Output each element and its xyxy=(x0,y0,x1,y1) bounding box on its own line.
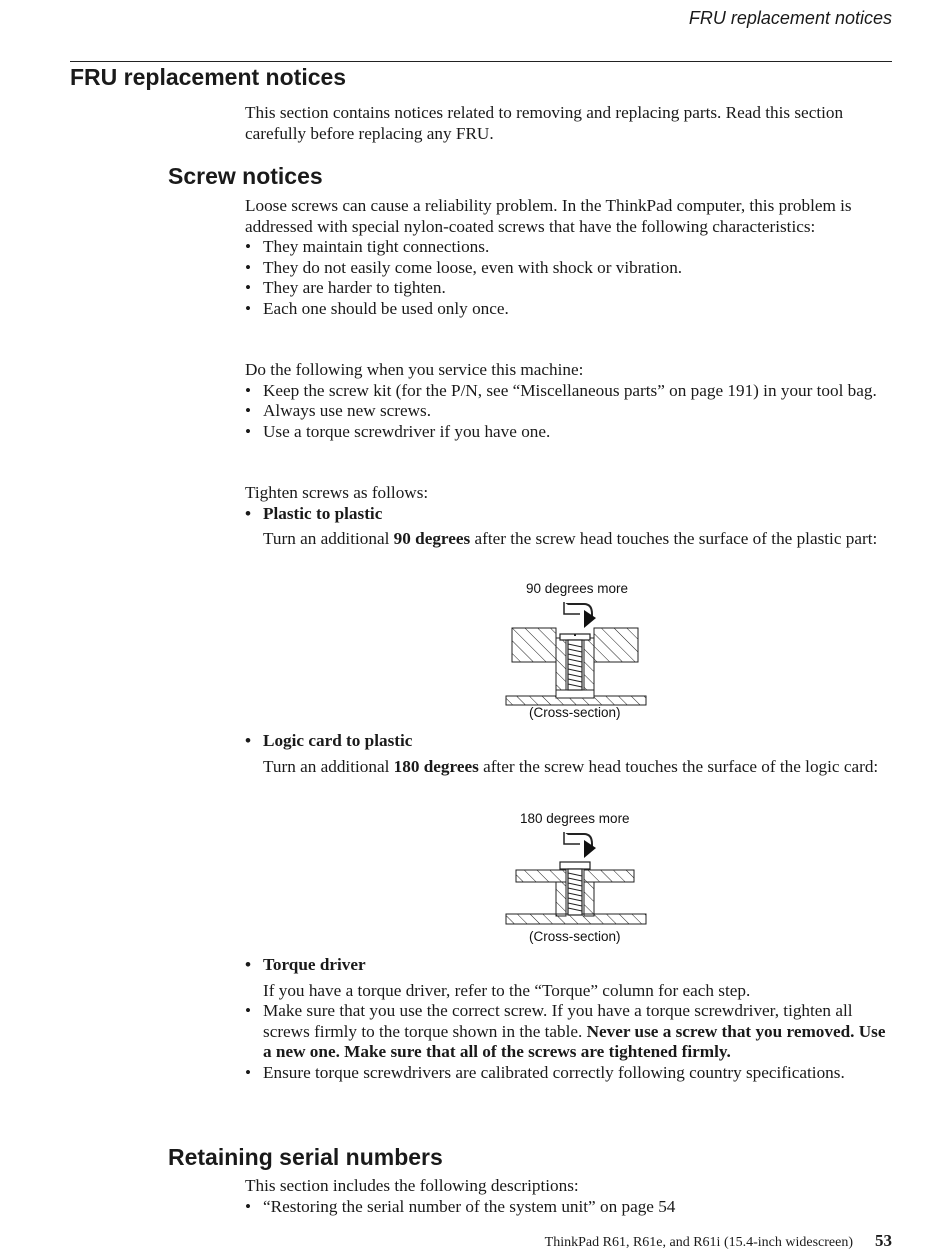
page-number: 53 xyxy=(875,1231,892,1250)
correct-screw-text: Make sure that you use the correct screw. If you have a torque screwdriver, tighten all screws firmly to the torque shown in the table. xyxy=(263,1001,853,1041)
logic-card-text-after: after the screw head touches the surface of the logic card: xyxy=(478,757,879,776)
list-item: • Each one should be used only once. xyxy=(245,299,895,320)
list-item: • Always use new screws. xyxy=(245,401,895,422)
torque-block xyxy=(245,955,895,976)
page-footer xyxy=(545,1231,892,1251)
figure-180-caption: 180 degrees more xyxy=(520,811,630,826)
screw-notices-intro: Loose screws can cause a reliability problem. In the ThinkPad computer, this problem is addressed with special nylon-coated screws that have the following characteristics: xyxy=(245,196,852,236)
list-item: • Ensure torque screwdrivers are calibrated correctly following country specifications. xyxy=(245,1063,895,1084)
running-header: FRU replacement notices xyxy=(688,8,892,28)
section-intro: This section contains notices related to removing and replacing parts. Read this section carefully before replacing any FRU. xyxy=(245,103,844,143)
list-item: • Keep the screw kit (for the P/N, see “Miscellaneous parts” on page 191) in your tool bag. xyxy=(245,381,895,402)
service-block xyxy=(245,360,895,442)
header-rule xyxy=(70,61,892,62)
logic-card-amount: 180 degrees xyxy=(393,757,479,776)
torque-text: If you have a torque driver, refer to the “Torque” column for each step. xyxy=(263,981,751,1000)
retaining-heading: Retaining serial numbers xyxy=(168,1144,443,1170)
logic-card-instruction xyxy=(263,757,888,778)
list-item: • They are harder to tighten. xyxy=(245,278,895,299)
plastic-instruction xyxy=(263,529,888,550)
tighten-block xyxy=(245,483,895,524)
final-notes-block xyxy=(245,1001,895,1083)
screw-cross-section-90-icon xyxy=(500,578,660,723)
screw-notices-heading: Screw notices xyxy=(168,163,323,189)
retaining-intro: This section includes the following descriptions: xyxy=(245,1176,579,1195)
footer-book-title: ThinkPad R61, R61e, and R61i (15.4-inch widescreen) xyxy=(544,1235,853,1250)
list-item: • Use a torque screwdriver if you have one. xyxy=(245,422,895,443)
list-item xyxy=(245,1001,895,1063)
figure-90-degrees xyxy=(500,578,660,723)
list-item: • They maintain tight connections. xyxy=(245,237,895,258)
torque-list xyxy=(245,955,895,976)
tighten-list xyxy=(245,504,895,525)
tighten-intro: Tighten screws as follows: xyxy=(245,483,429,502)
figure-90-caption: 90 degrees more xyxy=(526,581,629,596)
service-intro: Do the following when you service this machine: xyxy=(245,360,584,379)
service-steps-list xyxy=(245,381,895,443)
list-item: • “Restoring the serial number of the system unit” on page 54 xyxy=(245,1197,895,1218)
figure-90-label: (Cross-section) xyxy=(529,705,621,720)
section-title: FRU replacement notices xyxy=(70,64,347,90)
screw-cross-section-180-icon xyxy=(500,808,660,948)
retaining-list xyxy=(245,1197,895,1218)
final-notes-list xyxy=(245,1001,895,1083)
logic-card-list xyxy=(245,731,895,752)
characteristics-list xyxy=(245,237,895,319)
plastic-heading: • Plastic to plastic xyxy=(245,504,895,525)
figure-180-label: (Cross-section) xyxy=(529,929,621,944)
figure-180-degrees xyxy=(500,808,660,948)
logic-card-heading: • Logic card to plastic xyxy=(245,731,895,752)
torque-heading: • Torque driver xyxy=(245,955,895,976)
list-item: • They do not easily come loose, even with shock or vibration. xyxy=(245,258,895,279)
plastic-text-after: after the screw head touches the surface of the plastic part: xyxy=(470,529,878,548)
retaining-block xyxy=(245,1176,895,1217)
plastic-amount: 90 degrees xyxy=(393,529,471,548)
screw-notices-intro-block xyxy=(245,196,895,319)
logic-card-block xyxy=(245,731,895,752)
logic-card-text-before: Turn an additional xyxy=(263,757,394,776)
correct-screw-warning: Never use a screw that you removed. Use a new one. Make sure that all of the screws are tightened firmly. xyxy=(263,1021,886,1061)
plastic-text-before: Turn an additional xyxy=(263,529,394,548)
